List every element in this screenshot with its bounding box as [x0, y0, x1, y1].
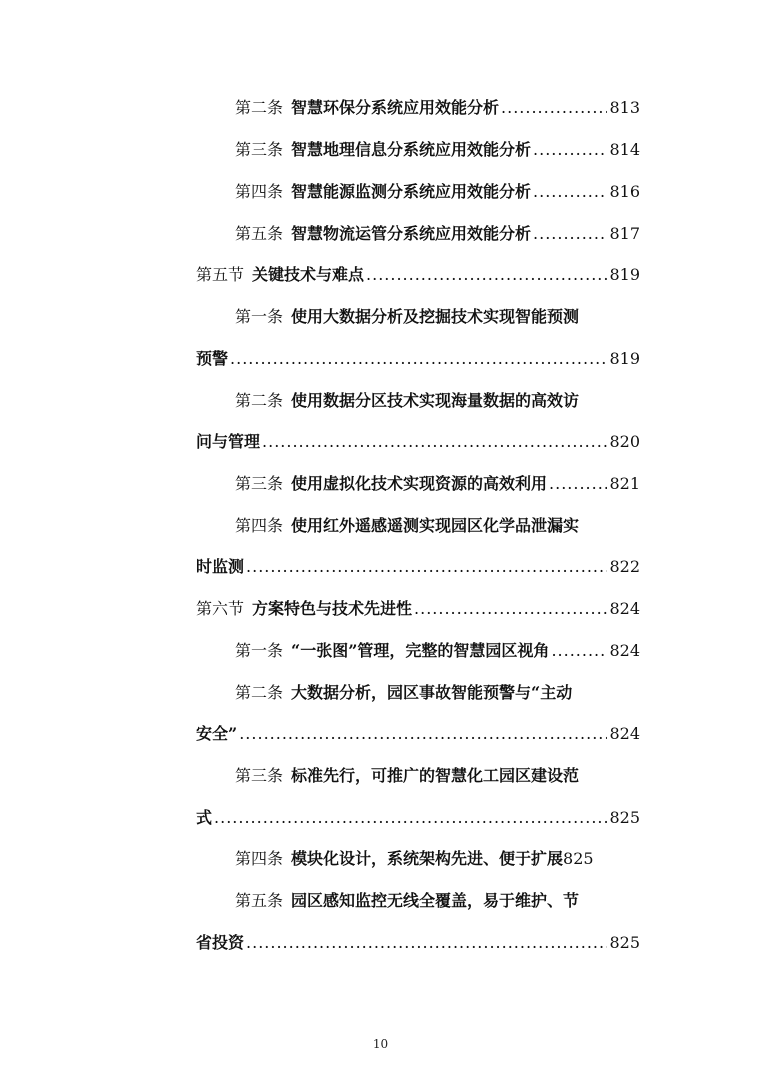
toc-section-title: 关键技术与难点 — [252, 265, 365, 284]
toc-entry-page: 821 — [609, 474, 640, 493]
toc-section-title: 方案特色与技术先进性 — [252, 599, 413, 618]
toc-entry-page: 819 — [609, 349, 640, 368]
toc-entry-page: 820 — [609, 432, 640, 451]
toc-entry-title-cont: 省投资 — [196, 933, 245, 952]
toc-leader — [549, 474, 607, 493]
toc-section-label: 第五节 — [196, 265, 245, 284]
toc-entry-label: 第五条 — [235, 891, 284, 910]
toc-entry-continuation[interactable] — [196, 721, 640, 751]
toc-entry-page: 817 — [609, 224, 640, 243]
toc-entry-continuation[interactable] — [196, 805, 640, 835]
toc-entry[interactable] — [235, 95, 640, 125]
toc-leader — [246, 557, 607, 576]
toc-entry-page: 824 — [609, 724, 640, 743]
toc-section-page: 824 — [609, 599, 640, 618]
toc-leader — [262, 432, 607, 451]
toc-entry-continuation[interactable] — [196, 554, 640, 584]
toc-entry-label: 第三条 — [235, 140, 284, 159]
toc-entry-title-cont: 安全” — [196, 724, 238, 743]
toc-entry[interactable] — [235, 763, 640, 793]
toc-entry[interactable] — [235, 846, 640, 876]
toc-entry-title: 园区感知监控无线全覆盖，易于维护、节 — [291, 891, 580, 910]
toc-leader — [551, 641, 607, 660]
toc-entry[interactable] — [235, 638, 640, 668]
toc-entry-title: 标准先行，可推广的智慧化工园区建设范 — [291, 766, 580, 785]
toc-leader — [414, 599, 607, 618]
toc-section-label: 第六节 — [196, 599, 245, 618]
toc-entry-page: 816 — [609, 182, 640, 201]
toc-entry-label: 第一条 — [235, 641, 284, 660]
toc-leader — [246, 933, 607, 952]
toc-entry-title: 智慧地理信息分系统应用效能分析 — [291, 140, 532, 159]
toc-entry[interactable] — [235, 304, 640, 334]
toc-entry-continuation[interactable] — [196, 346, 640, 376]
toc-entry[interactable] — [235, 471, 640, 501]
toc-entry-label: 第四条 — [235, 182, 284, 201]
toc-entry-label: 第三条 — [235, 766, 284, 785]
toc-entry-title: 智慧物流运管分系统应用效能分析 — [291, 224, 532, 243]
toc-entry-page: 825 — [609, 933, 640, 952]
toc-entry-page: 814 — [609, 140, 640, 159]
toc-entry-title: 智慧环保分系统应用效能分析 — [291, 98, 500, 117]
toc-leader — [533, 224, 607, 243]
toc-entry-page: 825 — [609, 808, 640, 827]
toc-entry[interactable] — [235, 513, 640, 543]
toc-leader — [533, 140, 607, 159]
toc-entry-label: 第四条 — [235, 516, 284, 535]
page-number: 10 — [372, 1037, 389, 1051]
toc-entry-label: 第三条 — [235, 474, 284, 493]
toc-entry[interactable] — [235, 221, 640, 251]
toc-leader — [214, 808, 607, 827]
toc-entry-label: 第五条 — [235, 224, 284, 243]
toc-entry-title: 使用虚拟化技术实现资源的高效利用 — [291, 474, 548, 493]
toc-entry-page: 824 — [609, 641, 640, 660]
toc-entry-title-cont: 式 — [196, 808, 213, 827]
toc-entry-title: 智慧能源监测分系统应用效能分析 — [291, 182, 532, 201]
toc-entry-label: 第一条 — [235, 307, 284, 326]
toc-entry-continuation[interactable] — [196, 930, 640, 960]
toc-entry-title: 使用红外遥感遥测实现园区化学品泄漏实 — [291, 516, 580, 535]
toc-section-page: 819 — [609, 265, 640, 284]
toc-entry-title: 模块化设计，系统架构先进、便于扩展 — [291, 849, 564, 868]
toc-entry-label: 第二条 — [235, 683, 284, 702]
toc-entry-title: “一张图”管理，完整的智慧园区视角 — [291, 641, 550, 660]
toc-entry[interactable] — [235, 179, 640, 209]
toc-entry[interactable] — [235, 388, 640, 418]
toc-entry-title: 使用数据分区技术实现海量数据的高效访 — [291, 391, 580, 410]
toc-section[interactable] — [196, 262, 640, 292]
toc-entry[interactable] — [235, 680, 640, 710]
toc-entry-label: 第四条 — [235, 849, 284, 868]
toc-leader — [366, 265, 607, 284]
toc-leader — [533, 182, 607, 201]
toc-entry-page: 813 — [609, 98, 640, 117]
toc-entry-title-cont: 时监测 — [196, 557, 245, 576]
toc-entry-title: 使用大数据分析及挖掘技术实现智能预测 — [291, 307, 580, 326]
toc-entry-label: 第二条 — [235, 98, 284, 117]
toc-section[interactable] — [196, 596, 640, 626]
toc-entry-page: 825 — [563, 849, 594, 868]
toc-entry-page: 822 — [609, 557, 640, 576]
toc-entry[interactable] — [235, 137, 640, 167]
toc-entry-title-cont: 问与管理 — [196, 432, 261, 451]
toc-leader — [230, 349, 607, 368]
toc-entry[interactable] — [235, 888, 640, 918]
toc-entry-continuation[interactable] — [196, 429, 640, 459]
toc-entry-title: 大数据分析，园区事故智能预警与“主动 — [291, 683, 573, 702]
toc-entry-label: 第二条 — [235, 391, 284, 410]
toc-leader — [239, 724, 607, 743]
toc-leader — [501, 98, 607, 117]
toc-entry-title-cont: 预警 — [196, 349, 229, 368]
